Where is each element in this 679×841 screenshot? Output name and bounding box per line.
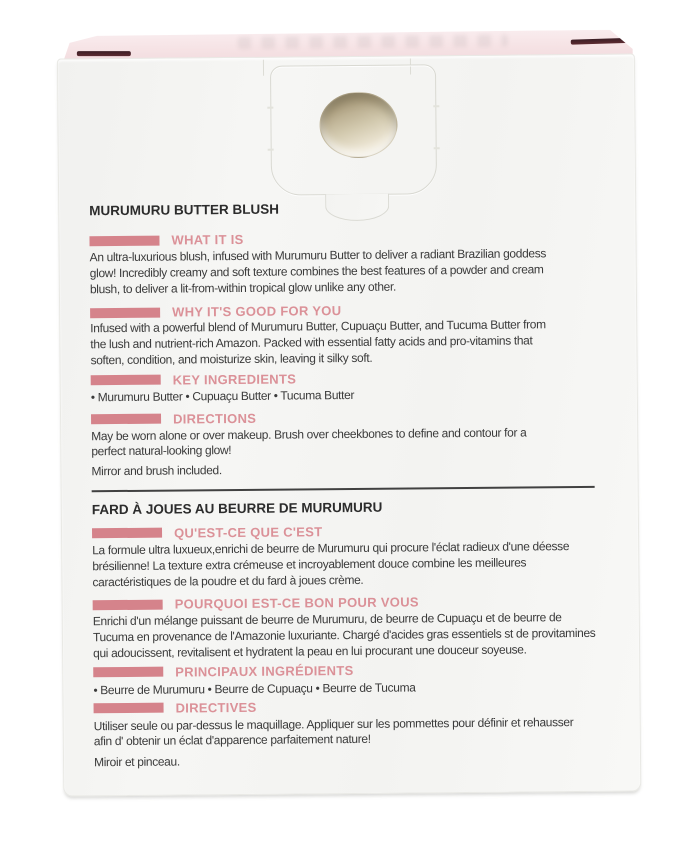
diecut-nick-icon <box>268 149 274 151</box>
product-box-back <box>57 27 642 798</box>
section-accent-bar <box>94 703 164 714</box>
section-accent-bar <box>90 308 160 319</box>
product-title-fr: FARD À JOUES AU BEURRE DE MURUMURU <box>91 499 383 518</box>
section-header: QU'EST-CE QUE C'EST <box>173 524 323 541</box>
flap-edge-shadow-right <box>571 38 627 45</box>
section-directions <box>91 408 621 426</box>
included-note-en: Mirror and brush included. <box>91 463 222 479</box>
section-key-ingredients <box>91 369 621 387</box>
section-header: KEY INGREDIENTS <box>172 371 297 388</box>
section-pourquoi <box>93 594 623 612</box>
section-body: La formule ultra luxueux,enrichi de beurre de Murumuru qui procure l'éclat radieux d'une déesse brésilienne! La texture extra crémeuse et incroyablement douce combine les meilleures caractéristiques de la poudre et du fard à joues crème. <box>92 539 570 589</box>
section-quest-ce-que-cest <box>92 523 622 541</box>
label-content <box>89 199 624 772</box>
section-header: DIRECTIONS <box>172 410 257 427</box>
hang-hole <box>319 92 398 159</box>
section-header: DIRECTIVES <box>175 699 257 716</box>
diecut-nick-icon <box>433 105 439 107</box>
section-principaux-ingredients <box>93 661 623 679</box>
flap-embossed-marks <box>238 35 508 49</box>
diecut-nick-icon <box>267 107 273 109</box>
included-note-fr: Miroir et pinceau. <box>93 754 180 770</box>
section-accent-bar <box>89 235 159 246</box>
section-accent-bar <box>91 414 161 425</box>
section-accent-bar <box>93 599 163 610</box>
flap-edge-shadow-left <box>77 51 131 56</box>
section-body: • Murumuru Butter • Cupuaçu Butter • Tucuma Butter <box>90 387 355 405</box>
section-body: May be worn alone or over makeup. Brush over cheekbones to define and contour for a perfect natural-looking glow! <box>91 425 527 459</box>
box-back-panel <box>57 53 641 796</box>
section-body: Utiliser seule ou par-dessus le maquillage. Appliquer sur les pommettes pour définir et rehausser afin d' obtenir un éclat d'apparence parfaitement nature! <box>93 714 574 749</box>
section-what-it-is <box>89 230 619 248</box>
section-accent-bar <box>91 375 161 386</box>
section-header: PRINCIPAUX INGRÉDIENTS <box>175 662 354 680</box>
section-accent-bar <box>92 528 162 539</box>
section-body: Infused with a powerful blend of Murumuru Butter, Cupuaçu Butter, and Tucuma Butter from the lush and nutrient-rich Amazon. Packed with essential fatty acids and pro-vitamins that soften, condition, and moisturize skin, leaving it silky soft. <box>90 317 546 368</box>
product-title-en: MURUMURU BUTTER BLUSH <box>89 201 280 219</box>
section-header: POURQUOI EST-CE BON POUR VOUS <box>174 594 419 612</box>
section-body: Enrichi d'un mélange puissant de beurre de Murumuru, de beurre de Cupuaçu et de beurre de Tucuma en provenance de l'Amazonie luxuriante. Chargé d'acides gras essentiels st de provitamines qui adoucissent, revitalisent et hydratent la peau en lui procurant une douceur soyeuse. <box>92 610 596 661</box>
diecut-nick-icon <box>434 147 440 149</box>
tuck-flap-crease-left <box>263 60 264 76</box>
section-directives <box>94 697 624 715</box>
section-body: An ultra-luxurious blush, infused with Murumuru Butter to deliver a radiant Brazilian goddess glow! Incredibly creamy and soft texture combines the best features of a powder and cream blush, to deliver a lit-from-within tropical glow unlike any other. <box>89 246 547 296</box>
language-divider <box>92 486 595 492</box>
section-body: • Beurre de Murumuru • Beurre de Cupuaçu • Beurre de Tucuma <box>93 680 416 697</box>
section-accent-bar <box>93 667 163 678</box>
section-header: WHY IT'S GOOD FOR YOU <box>172 303 342 320</box>
section-header: WHAT IT IS <box>171 231 244 248</box>
